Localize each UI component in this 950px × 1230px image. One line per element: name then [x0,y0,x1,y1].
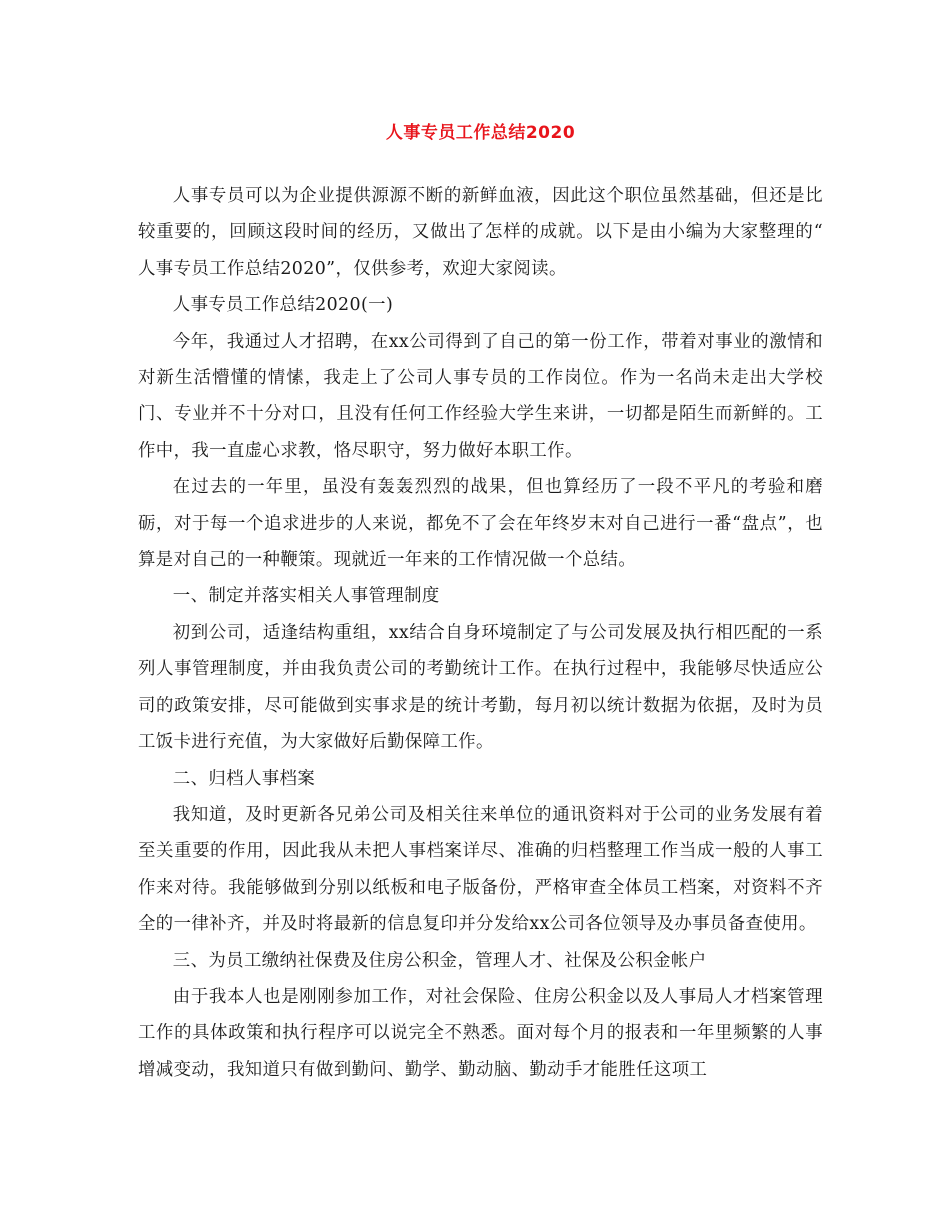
section-heading: 三、为员工缴纳社保费及住房公积金，管理人才、社保及公积金帐户 [172,950,707,971]
section-heading: 二、归档人事档案 [172,768,316,789]
body-paragraph: 今年，我通过人才招聘，在xx公司得到了自己的第一份工作，带着对事业的激情和对新生活懵懂的情愫，我走上了公司人事专员的工作岗位。作为一名尚未走出大学校门、专业并不十分对口，且没有任何工作经验大学生来讲，一切都是陌生而新鲜的。工作中，我一直虚心求教，恪尽职守，努力做好本职工作。 [138,331,823,461]
body-paragraph: 由于我本人也是刚刚参加工作，对社会保险、住房公积金以及人事局人才档案管理工作的具体政策和执行程序可以说完全不熟悉。面对每个月的报表和一年里频繁的人事增减变动，我知道只有做到勤问、勤学、勤动脑、勤动手才能胜任这项工 [138,986,823,1080]
document-page [138,118,823,1088]
body-paragraph: 在过去的一年里，虽没有轰轰烈烈的战果，但也算经历了一段不平凡的考验和磨砺，对于每一个追求进步的人来说，都免不了会在年终岁末对自己进行一番“盘点”，也算是对自己的一种鞭策。现就近一年来的工作情况做一个总结。 [138,477,823,571]
intro-paragraph: 人事专员可以为企业提供源源不断的新鲜血液，因此这个职位虽然基础，但还是比较重要的，回顾这段时间的经历，又做出了怎样的成就。以下是由小编为大家整理的“ 人事专员工作总结2020”，仅供参考，欢迎大家阅读。 [138,186,823,279]
document-title: 人事专员工作总结2020 [385,123,576,143]
body-paragraph: 我知道，及时更新各兄弟公司及相关往来单位的通讯资料对于公司的业务发展有着至关重要的作用，因此我从未把人事档案详尽、准确的归档整理工作当成一般的人事工作来对待。我能够做到分别以纸板和电子版备份，严格审查全体员工档案，对资料不齐全的一律补齐，并及时将最新的信息复印并分发给xx公司各位领导及办事员备查使用。 [138,804,823,935]
section-heading: 一、制定并落实相关人事管理制度 [172,586,440,607]
section-heading: 人事专员工作总结2020(一) [172,295,394,316]
body-paragraph: 初到公司，适逢结构重组，xx结合自身环境制定了与公司发展及执行相匹配的一系列人事管理制度，并由我负责公司的考勤统计工作。在执行过程中，我能够尽快适应公司的政策安排，尽可能做到实事求是的统计考勤，每月初以统计数据为依据，及时为员工饭卡进行充值，为大家做好后勤保障工作。 [138,622,823,753]
